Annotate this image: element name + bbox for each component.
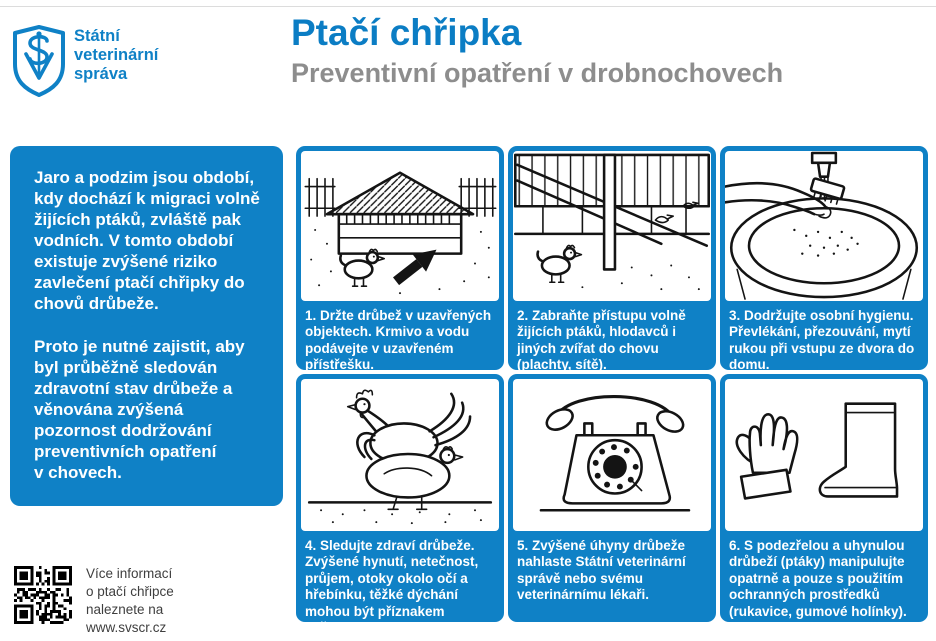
org-name	[74, 27, 158, 84]
more-info-line: Více informací	[86, 566, 173, 581]
illustration-hand-washing-icon	[725, 151, 923, 301]
org-name-line: veterinární	[74, 46, 159, 65]
panel-caption: 4. Sledujte zdraví drůbeže. Zvýšené hynutí, netečnost, průjem, otoky okolo očí a hřebínku, těžké dýchání mohou být příznakem chřipky.	[305, 538, 479, 636]
poster-title: Ptačí chřipka	[291, 12, 522, 53]
panel-1	[296, 146, 504, 373]
intro-box	[10, 146, 283, 506]
illustration-poultry-house-icon	[301, 151, 499, 301]
panel-caption: 3. Dodržujte osobní hygienu. Převlékání, přezouvání, mytí rukou při vstupu ze dvora do domu.	[729, 308, 915, 373]
qr-code-icon	[14, 566, 72, 624]
more-info-line: naleznete na	[86, 601, 164, 617]
panel-6	[720, 374, 928, 622]
org-name-line: Státní	[74, 27, 120, 45]
org-name-line: správa	[74, 65, 128, 84]
panel-2	[508, 146, 716, 373]
panel-5	[508, 374, 716, 622]
panel-caption: 2. Zabraňte přístupu volně žijících ptáků, hlodavců i jiných zvířat do chovu (plachty, sítě).	[517, 308, 686, 373]
illustration-telephone-icon	[513, 379, 711, 531]
panel-caption: 1. Držte drůbež v uzavřených objektech. Krmivo a vodu podávejte v uzavřeném přístřešku.	[305, 308, 492, 373]
instruction-grid	[296, 146, 928, 636]
more-info-text	[86, 565, 174, 637]
panel-caption: 5. Zvýšené úhyny drůbeže nahlaste Státní veterinární správě nebo svému veterinárnímu lékaři.	[517, 538, 686, 603]
illustration-glove-boot-icon	[725, 379, 923, 531]
page-top-border	[0, 6, 936, 7]
svs-shield-logo-icon	[12, 24, 66, 98]
panel-caption: 6. S podezřelou a uhynulou drůbeží (ptáky) manipulujte opatrně a pouze s použitím ochranných prostředků (rukavice, gumové holínky).	[729, 538, 907, 619]
illustration-barn-interior-icon	[513, 151, 711, 301]
website-url: www.svscr.cz	[86, 619, 167, 635]
intro-paragraph-1: Jaro a podzim jsou období, kdy dochází k migraci volně žijících ptáků, zvláště pak vodních. V tomto období existuje zvýšené riziko zavlečení ptačí chřipky do chovů drůbeže.	[34, 168, 260, 314]
illustration-rooster-hen-icon	[301, 379, 499, 531]
panel-4	[296, 374, 504, 636]
poster-subtitle: Preventivní opatření v drobnochovech	[291, 58, 784, 88]
intro-paragraph-2: Proto je nutné zajistit, aby byl průběžně sledován zdravotní stav drůbeže a věnována zvýšená pozornost dodržování preventivních opatření v chovech.	[34, 336, 245, 483]
panel-3	[720, 146, 928, 373]
more-info-line: o ptačí chřipce	[86, 583, 174, 599]
